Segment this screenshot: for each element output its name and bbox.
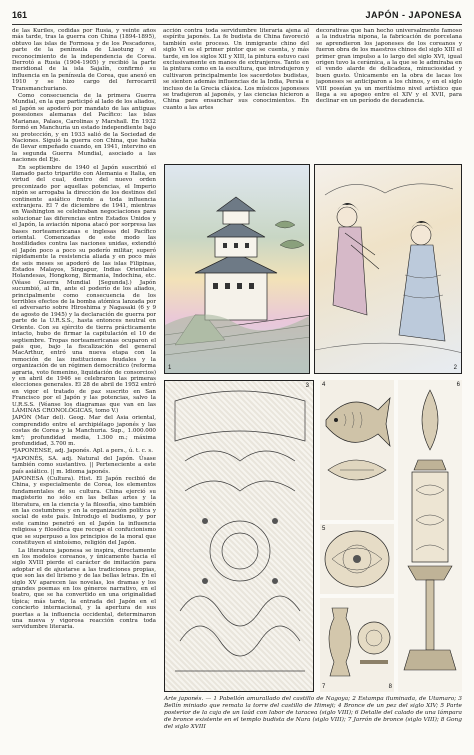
paragraph: Como consecuencia de la primera Guerra Mundial, en la que participó al lado de los aliados, el Japón se apoderó por mandato de las antiguas posesiones alemanas del Pacífico: las islas Marianas, Palaos, Carolinas y Marshall. En 1932 formó en Manchuria un estado independiente bajo su protección, y en 1933 salió de la Sociedad de Naciones. Siguió la guerra con China, que había de llevar empeñado cuando, en 1941, intervino en la segunda Guerra Mundial, asociado a las naciones del Eje. — [12, 93, 156, 164]
plate-label: 2 — [453, 365, 457, 371]
plate-label: 3 — [305, 383, 309, 389]
text-column-left — [12, 28, 156, 748]
plate-label: 4 — [322, 382, 326, 388]
illustration-lute-inlay — [320, 524, 394, 594]
paragraph: En septiembre de 1940 el Japón suscribió el llamado pacto tripartito con Alemania e Italia, en virtud del cual, dentro del nuevo orden preconizado por aquellas potencias, el Imperio nipón se arrogaba la dirección de los destinos del continente asiático frente a toda influencia extranjera. El 7 de diciembre de 1941, mientras en Washington se celebraban negociaciones para solucionar las diferencias entre Estados Unidos y el Japón, la aviación nipona atacó por sorpresa las bases norteamericanas e inglesas del Pacífico oriental. Comenzadas de este modo las hostilidades contra las naciones unidas, extendió el Japón poco a poco su poderío militar, superó rápidamente la resistencia aliada y en poco más de seis meses se apoderó de las islas Filipinas, Estados Malayos, Singapur, Indias Orientales Holandesas, Hongkong, Birmania, Indochina, etc. (Véase Guerra Mundial [Segunda].) Japón sucumbió, al fin, ante el poderío de los aliados, principalmente como consecuencia de los terribles efectos de la bomba atómica lanzada por el adversario sobre Hiroshima y Nagasaki (6 y 9 de agosto de 1945) y la declaración de guerra por parte de la U.R.S.S., hasta entonces neutral en Oriente. Con su ejército de tierra prácticamente intacto, hubo de firmar la capitulación el 10 de septiembre. Tropas norteamericanas ocuparon el país que, bajo la fiscalización del general MacArthur, entró una nueva etapa con la remoción de las instituciones feudales y la organización de un régimen democrático (reforma agraria, voto femenino, liquidación de consorcios) y en abril de 1946 se celebraron las primeras elecciones generales. El 28 de abril de 1952 entró en vigor el tratado de paz suscrito en San Francisco por el Japón y las potencias, salvo la U.R.S.S. (Véanse los diagramas que van en las LÁMINAS CRONOLÓGICAS, tomo V.) — [12, 164, 156, 414]
illustration-bronze-fish — [320, 380, 394, 520]
page-number: 161 — [12, 10, 28, 20]
page-body — [12, 28, 462, 748]
illustration-plate — [164, 164, 462, 692]
paragraph: La literatura japonesa se inspira, directamente en los modelos coreanos, y únicamente hacia el siglo XVIII pierde el carácter de imitación para adoptar el de ajustarse a las tradiciones propias, que son las del lirismo y de las bellas letras. En el siglo XV aparecen las novelas, los dramas y los grandes poemas en los géneros narrativo, en el teatro, que se ha convertido en una originalidad típica; más tarde, la entrada del Japón en el concierto internacional, y la apertura de sus puertas a la influencia occidental, determinaron una nueva y vigorosa reacción contra toda servidumbre literaria. — [12, 547, 156, 631]
plate-label: 1 — [168, 365, 172, 371]
illustration-bronze-lamp — [398, 380, 462, 692]
illustration-utamaro-print — [314, 164, 462, 374]
illustration-carved-panel — [164, 380, 314, 692]
plate-label: 6 — [456, 382, 460, 388]
caption-lead: Arte japonés. — [164, 696, 204, 702]
plate-label: 8 — [388, 684, 392, 690]
plate-label: 5 — [322, 526, 326, 532]
paragraph-entry-japones: *JAPONÉS, SA. adj. Natural del Japón. Úsase también como sustantivo. || Perteneciente a este país asiático. || m. Idioma japonés. — [12, 455, 156, 475]
illustration-castle-pavilion — [164, 164, 310, 374]
paragraph-entry-japonesa-cultura: JAPONESA (Cultura). Hist. El Japón recibió de China, y especialmente de Corea, los elementos fundamentales de su cultura. China ejerció su magisterio no sólo en las bellas artes y la literatura, en la ciencia y la filosofía, sino también en las costumbres y en la organización política y social de este país. Introdujo el budismo, y por este camino penetró en el Japón la influencia religiosa y filosófica que recoge el confucionismo que se superpuso a los principios de la moral que constituyen el sintoísmo, religión del Japón. — [12, 476, 156, 547]
figure-caption — [164, 696, 462, 731]
caption-text: — 1 Pabellón amurallado del castillo de Nagoya; 2 Estampa iluminada, de Utamaro; 3 Bellín miniado que remata la torre del castillo de Himeji; 4 Bronce de un pez del siglo XIV; 5 Parte posterior de la caja de un laúd con labor de taracea (siglo VIII); 6 Detalle del calado de una lámpara de bronce existente en el templo budista de Nara (siglo VIII); 7 Jarrón de bronce (siglo VIII); 8 Gong del siglo XVIII — [164, 696, 462, 730]
plate-label: 7 — [322, 684, 326, 690]
paragraph: decorativas que han hecho universalmente famoso a la industria nipona, la fabricación de porcelana se aprendieron los japoneses de los coreanos y fueron obra de los maestros chinos del siglo XIII el primer gran impulso a lo largo del siglo XVI, igual origen tuvo la cerámica, a la que se le admiraba en el vendo alarde de delicadeza, minuciosidad y buen gusto. Únicamente en la obra de lacas los japoneses se anticiparon a los chinos, y en el siglo VIII poseían ya un meritísimo nivel artístico que llega a su apogeo entre el XIV y el XVII, para declinar en un período de decadencia. — [316, 28, 462, 105]
running-title: JAPÓN - JAPONESA — [365, 10, 462, 20]
illustration-bronze-vase-and-gong — [320, 598, 394, 692]
text-column-right — [316, 28, 462, 162]
header-rule — [12, 24, 462, 25]
page-header — [12, 10, 462, 22]
paragraph-entry-mar-del-japon: JAPÓN (Mar del). Geog. Mar del Asia oriental, comprendido entre el archipiélago japonés y las costas de Corea y la Manchuria. Sup., 1.000.000 km²; profundidad media, 1.300 m.; máxima profundidad, 3.700 m. — [12, 415, 156, 447]
paragraph: acción contra toda servidumbre literaria ajena al espíritu japonés. La fe budista de China favoreció también este proceso. Un inmigrante chino del siglo VI es el primer pintor que se cuenta, y más tarde, en los siglos XII y XIII, la pintura estuvo casi exclusivamente en manos de extranjeros. Tanto en la pintura como en la escultura, que introdujeron y cultivaron principalmente los sacerdotes budistas, se sienten además influencias de la India, Persia e incluso de la Grecia clásica. Los músicos japoneses se tradujeron al japonés, y las ciencias hicieron a China para ensanchar sus conocimientos. En cuanto a las artes — [163, 28, 309, 111]
paragraph: de las Kuriles, cedidas por Rusia, y veinte años más tarde, tras la guerra con China (1894-1895), obtuvo las islas de Formosa y de los Pescadores, parte de la península de Liaotung y el reconocimiento de la independencia de Corea. Derrotó a Rusia (1904-1905) y recibió la parte meridional de la isla Sajalín, confirmó su influencia en la península de Corea, que anexó en 1910 y se hizo cargo del ferrocarril Transmanchuriano. — [12, 28, 156, 92]
text-column-middle — [163, 28, 309, 162]
paragraph-entry-japonense: *JAPONENSE, adj. Japonés. Apl. a pers., ú. t. c. s. — [12, 448, 153, 455]
